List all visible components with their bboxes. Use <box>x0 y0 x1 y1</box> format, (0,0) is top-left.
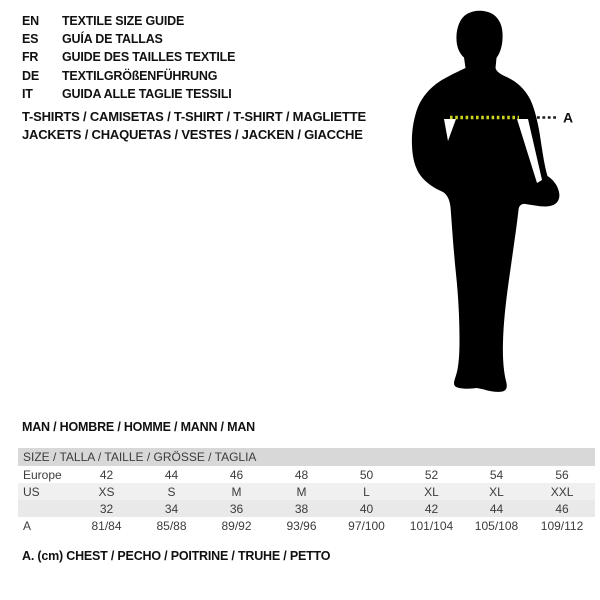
language-title: GUÍA DE TALLAS <box>62 32 163 47</box>
language-code: IT <box>22 86 33 101</box>
table-cell: M <box>269 483 334 500</box>
table-cell: S <box>139 483 204 500</box>
category-jackets: JACKETS / CHAQUETAS / VESTES / JACKEN / GIACCHE <box>22 126 363 142</box>
language-code: FR <box>22 50 39 65</box>
language-title: GUIDA ALLE TAGLIE TESSILI <box>62 86 232 101</box>
table-cell: 36 <box>204 500 269 517</box>
table-cell: M <box>204 483 269 500</box>
table-cell: XS <box>74 483 139 500</box>
table-cell: 81/84 <box>91 518 122 533</box>
table-cell: 56 <box>555 467 569 482</box>
table-cell: 32 <box>74 500 139 517</box>
table-cell: 42 <box>399 500 464 517</box>
table-cell: 50 <box>359 467 374 482</box>
table-cell: 46 <box>229 467 244 482</box>
table-cell: 97/100 <box>348 518 385 533</box>
language-code: DE <box>22 68 39 83</box>
table-cell: 105/108 <box>474 518 519 533</box>
table-header-row <box>18 448 595 466</box>
measure-label-a: A <box>563 109 574 126</box>
table-cell: 34 <box>139 500 204 517</box>
table-cell: XXL <box>529 483 595 500</box>
language-code: EN <box>22 14 39 29</box>
table-cell: XL <box>464 483 529 500</box>
table-cell: 44 <box>464 500 529 517</box>
section-title-man: MAN / HOMBRE / HOMME / MANN / MAN <box>22 420 255 434</box>
table-row-europe <box>18 466 595 483</box>
row-label <box>18 500 74 517</box>
size-table <box>18 448 595 534</box>
table-cell: 93/96 <box>286 518 317 533</box>
table-cell: 89/92 <box>221 518 252 533</box>
table-cell: 85/88 <box>156 518 187 533</box>
table-cell: 54 <box>489 467 504 482</box>
table-cell: 101/104 <box>409 518 454 533</box>
language-title: TEXTILE SIZE GUIDE <box>62 14 185 29</box>
table-row-chest-a <box>18 517 595 534</box>
man-silhouette <box>412 11 559 392</box>
language-code: ES <box>22 32 39 47</box>
table-cell: 44 <box>164 467 179 482</box>
table-cell: 40 <box>334 500 399 517</box>
measurement-legend: A. (cm) CHEST / PECHO / POITRINE / TRUHE / PETTO <box>22 549 331 563</box>
table-cell: L <box>334 483 399 500</box>
row-label: Europe <box>23 467 62 482</box>
table-header-cell: SIZE / TALLA / TAILLE / GRÖSSE / TAGLIA <box>18 448 595 466</box>
row-label: A <box>23 518 32 533</box>
table-cell: 46 <box>529 500 595 517</box>
table-cell: 42 <box>99 467 114 482</box>
language-title: GUIDE DES TAILLES TEXTILE <box>62 50 236 65</box>
table-cell: 52 <box>424 467 439 482</box>
table-cell: XL <box>399 483 464 500</box>
table-cell: 48 <box>294 467 309 482</box>
table-cell: 38 <box>269 500 334 517</box>
row-label: US <box>18 483 74 500</box>
table-row-numeric <box>18 500 595 517</box>
language-title: TEXTILGRÖßENFÜHRUNG <box>62 68 218 83</box>
table-cell: 109/112 <box>540 518 584 533</box>
category-tshirts: T-SHIRTS / CAMISETAS / T-SHIRT / T-SHIRT / MAGLIETTE <box>22 109 366 124</box>
table-row-us <box>18 483 595 500</box>
